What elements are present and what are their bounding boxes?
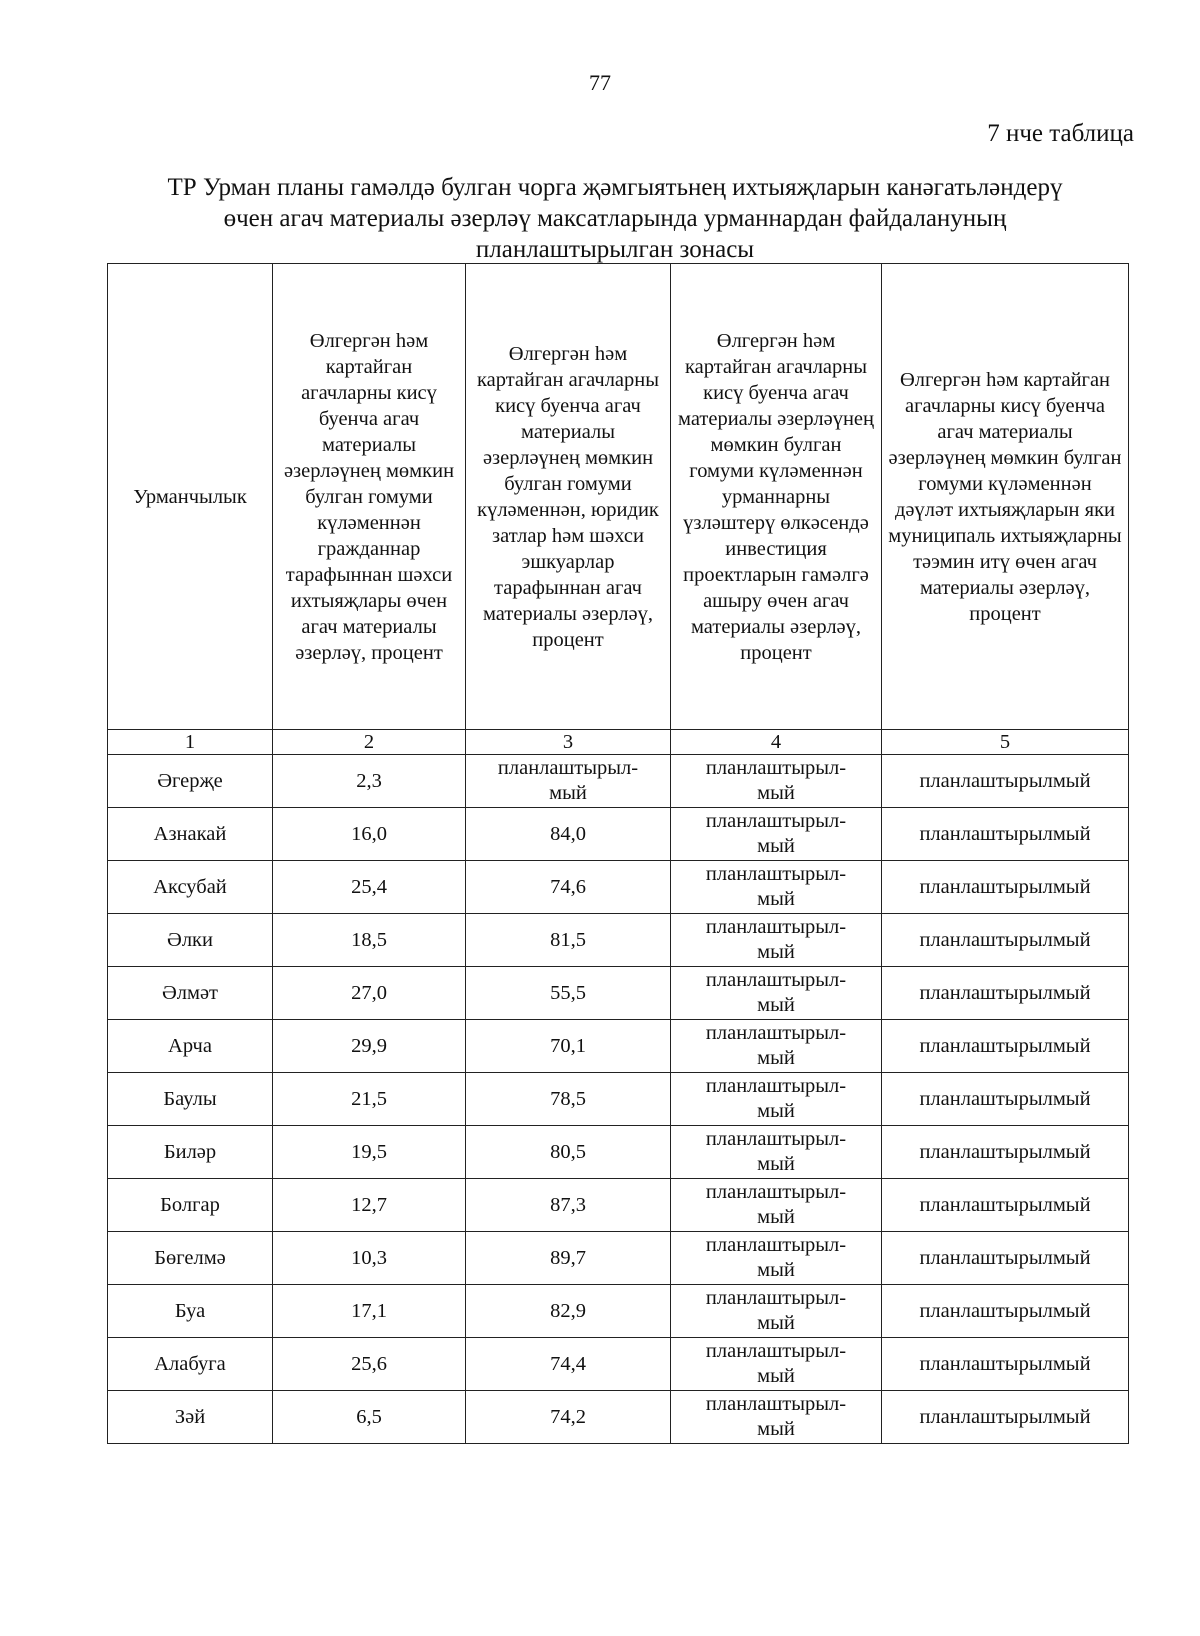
forestry-name-cell: Аксубай	[108, 861, 273, 914]
state-needs-cell: планлаштырылмый	[882, 755, 1129, 808]
legal-entities-percent-cell: 81,5	[466, 914, 671, 967]
forestry-name-cell: Азнакай	[108, 808, 273, 861]
title-line: планлаштырылган зонасы	[475, 236, 755, 263]
investment-projects-cell: планлаштырыл- мый	[671, 861, 882, 914]
column-number: 5	[882, 730, 1129, 755]
state-needs-cell: планлаштырылмый	[882, 1073, 1129, 1126]
table-row	[108, 808, 1129, 861]
title-line: ТР Урман планы гамәлдә булган чорга җәмгыятьнең ихтыяҗларын канәгатьләндерү	[167, 174, 1063, 201]
state-needs-cell: планлаштырылмый	[882, 1285, 1129, 1338]
citizens-percent-cell: 25,4	[273, 861, 466, 914]
state-needs-cell: планлаштырылмый	[882, 967, 1129, 1020]
table-row	[108, 1285, 1129, 1338]
state-needs-cell: планлаштырылмый	[882, 914, 1129, 967]
forestry-usage-table	[107, 263, 1129, 1444]
legal-entities-percent-cell: 89,7	[466, 1232, 671, 1285]
citizens-percent-cell: 10,3	[273, 1232, 466, 1285]
citizens-percent-cell: 29,9	[273, 1020, 466, 1073]
table-row	[108, 861, 1129, 914]
legal-entities-percent-cell: 74,2	[466, 1391, 671, 1444]
legal-entities-percent-cell: 78,5	[466, 1073, 671, 1126]
column-number: 4	[671, 730, 882, 755]
forestry-name-cell: Буа	[108, 1285, 273, 1338]
column-number: 1	[108, 730, 273, 755]
citizens-percent-cell: 27,0	[273, 967, 466, 1020]
state-needs-cell: планлаштырылмый	[882, 808, 1129, 861]
forestry-name-cell: Әлмәт	[108, 967, 273, 1020]
citizens-percent-cell: 21,5	[273, 1073, 466, 1126]
table-body	[108, 755, 1129, 1444]
legal-entities-percent-cell: 70,1	[466, 1020, 671, 1073]
citizens-percent-cell: 25,6	[273, 1338, 466, 1391]
investment-projects-cell: планлаштырыл- мый	[671, 914, 882, 967]
investment-projects-cell: планлаштырыл- мый	[671, 1391, 882, 1444]
investment-projects-cell: планлаштырыл- мый	[671, 1073, 882, 1126]
column-number: 2	[273, 730, 466, 755]
legal-entities-percent-cell: планлаштырыл- мый	[466, 755, 671, 808]
column-number-row	[108, 730, 1129, 755]
citizens-percent-cell: 17,1	[273, 1285, 466, 1338]
state-needs-cell: планлаштырылмый	[882, 1391, 1129, 1444]
table-header-row	[108, 264, 1129, 730]
header-legal-entities-percent: Өлгергән һәм картайган агачларны кисү буенча агач материалы әзерләүнең мөмкин булган гомуми күләменнән, юридик затлар һәм шәхси эшкуарлар тарафыннан агач материалы әзерләү, процент	[466, 264, 671, 730]
forestry-name-cell: Биләр	[108, 1126, 273, 1179]
table-row	[108, 1126, 1129, 1179]
citizens-percent-cell: 19,5	[273, 1126, 466, 1179]
investment-projects-cell: планлаштырыл- мый	[671, 1232, 882, 1285]
investment-projects-cell: планлаштырыл- мый	[671, 1126, 882, 1179]
forestry-name-cell: Бөгелмә	[108, 1232, 273, 1285]
investment-projects-cell: планлаштырыл- мый	[671, 1285, 882, 1338]
investment-projects-cell: планлаштырыл- мый	[671, 967, 882, 1020]
investment-projects-cell: планлаштырыл- мый	[671, 808, 882, 861]
table-row	[108, 967, 1129, 1020]
page-number: 77	[589, 70, 611, 95]
forestry-name-cell: Зәй	[108, 1391, 273, 1444]
legal-entities-percent-cell: 87,3	[466, 1179, 671, 1232]
state-needs-cell: планлаштырылмый	[882, 1020, 1129, 1073]
state-needs-cell: планлаштырылмый	[882, 1232, 1129, 1285]
header-state-needs-percent: Өлгергән һәм картайган агачларны кисү буенча агач материалы әзерләүнең мөмкин булган гомуми күләменнән дәүләт ихтыяҗларын яки муниципаль ихтыяҗларны тәэмин итү өчен агач материалы әзерләү, процент	[882, 264, 1129, 730]
forestry-name-cell: Әлки	[108, 914, 273, 967]
legal-entities-percent-cell: 74,4	[466, 1338, 671, 1391]
investment-projects-cell: планлаштырыл- мый	[671, 755, 882, 808]
table-row	[108, 1073, 1129, 1126]
title-line: өчен агач материалы әзерләү максатларында урманнардан файдалануның	[223, 205, 1007, 232]
investment-projects-cell: планлаштырыл- мый	[671, 1179, 882, 1232]
citizens-percent-cell: 2,3	[273, 755, 466, 808]
table-row	[108, 1232, 1129, 1285]
forestry-name-cell: Алабуга	[108, 1338, 273, 1391]
citizens-percent-cell: 12,7	[273, 1179, 466, 1232]
legal-entities-percent-cell: 84,0	[466, 808, 671, 861]
investment-projects-cell: планлаштырыл- мый	[671, 1338, 882, 1391]
state-needs-cell: планлаштырылмый	[882, 861, 1129, 914]
document-title	[100, 172, 1130, 265]
legal-entities-percent-cell: 80,5	[466, 1126, 671, 1179]
table-row	[108, 914, 1129, 967]
forestry-name-cell: Баулы	[108, 1073, 273, 1126]
citizens-percent-cell: 6,5	[273, 1391, 466, 1444]
table-label: 7 нче таблица	[987, 120, 1134, 147]
legal-entities-percent-cell: 74,6	[466, 861, 671, 914]
citizens-percent-cell: 18,5	[273, 914, 466, 967]
state-needs-cell: планлаштырылмый	[882, 1126, 1129, 1179]
investment-projects-cell: планлаштырыл- мый	[671, 1020, 882, 1073]
table-row	[108, 1020, 1129, 1073]
state-needs-cell: планлаштырылмый	[882, 1338, 1129, 1391]
citizens-percent-cell: 16,0	[273, 808, 466, 861]
table-row	[108, 1338, 1129, 1391]
forestry-name-cell: Болгар	[108, 1179, 273, 1232]
header-citizens-percent: Өлгергән һәм картайган агачларны кисү буенча агач материалы әзерләүнең мөмкин булган гомуми күләменнән гражданнар тарафыннан шәхси ихтыяҗлары өчен агач материалы әзерләү, процент	[273, 264, 466, 730]
header-investment-projects-percent: Өлгергән һәм картайган агачларны кисү буенча агач материалы әзерләүнең мөмкин булган гомуми күләменнән урманнарны үзләштерү өлкәсендә инвестиция проектларын гамәлгә ашыру өчен агач материалы әзерләү, процент	[671, 264, 882, 730]
column-number: 3	[466, 730, 671, 755]
legal-entities-percent-cell: 55,5	[466, 967, 671, 1020]
state-needs-cell: планлаштырылмый	[882, 1179, 1129, 1232]
forestry-name-cell: Әгерҗе	[108, 755, 273, 808]
table-row	[108, 755, 1129, 808]
table-row	[108, 1391, 1129, 1444]
table-row	[108, 1179, 1129, 1232]
forestry-name-cell: Арча	[108, 1020, 273, 1073]
header-forestry: Урманчылык	[108, 264, 273, 730]
legal-entities-percent-cell: 82,9	[466, 1285, 671, 1338]
